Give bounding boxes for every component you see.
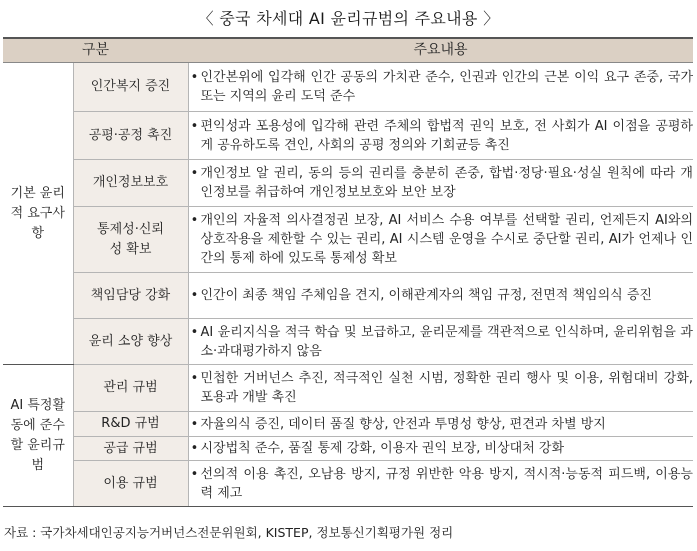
row-content bbox=[188, 160, 693, 207]
bullet-icon: • bbox=[190, 288, 199, 303]
table-row bbox=[3, 437, 693, 461]
row-content bbox=[188, 63, 693, 112]
table-header-row bbox=[3, 38, 693, 63]
group-label-text: 기본 윤리적 요구사항 bbox=[10, 185, 65, 241]
row-content-text: 자율의식 증진, 데이터 품질 향상, 안전과 투명성 향상, 편견과 차별 방지 bbox=[200, 416, 606, 432]
row-content bbox=[188, 112, 693, 160]
table-row bbox=[3, 273, 693, 319]
bullet-icon: • bbox=[190, 166, 199, 181]
row-content-text: AI 윤리지식을 적극 학습 및 보급하고, 윤리문제를 객관적으로 인식하며, 윤리위험을 과소·과대평가하지 않음 bbox=[200, 324, 693, 359]
table-row bbox=[3, 112, 693, 160]
group-label bbox=[3, 63, 73, 365]
row-content bbox=[188, 461, 693, 507]
row-content-text: 인간본위에 입각해 인간 공동의 가치관 준수, 인권과 인간의 근본 이익 요구 존중, 국가 또는 지역의 윤리 도덕 준수 bbox=[200, 70, 693, 104]
row-category: 공평·공정 촉진 bbox=[73, 112, 188, 160]
row-content-text: 편익성과 포용성에 입각해 관련 주체의 합법적 권익 보호, 전 사회가 AI 이점을 공평하게 공유하도록 견인, 사회의 공평 정의와 기회균등 촉진 bbox=[200, 118, 693, 153]
row-category: 이용 규범 bbox=[73, 461, 188, 507]
row-category: R&D 규범 bbox=[73, 412, 188, 437]
row-content-text: 개인정보 알 권리, 동의 등의 권리를 충분히 존중, 합법·정당·필요·성실 원칙에 따라 개인정보를 취급하여 개인정보보호와 보안 보장 bbox=[200, 166, 693, 200]
bullet-icon: • bbox=[190, 324, 199, 340]
row-content bbox=[188, 207, 693, 273]
bullet-icon: • bbox=[190, 118, 199, 134]
row-content-text: 인간이 최종 책임 주체임을 견지, 이해관계자의 책임 규정, 전면적 책임의식 증진 bbox=[200, 288, 652, 303]
row-content bbox=[188, 437, 693, 461]
row-category bbox=[73, 207, 188, 273]
group-label-text: AI 특정활동에 준수할 윤리규범 bbox=[10, 397, 66, 473]
row-category: 인간복지 증진 bbox=[73, 63, 188, 112]
row-content-text: 민첩한 거버넌스 추진, 적극적인 실천 시범, 정확한 권리 행사 및 이용, 위험대비 강화, 포용과 개발 촉진 bbox=[200, 371, 693, 405]
table-title: 〈 중국 차세대 AI 윤리규범의 주요내용 〉 bbox=[197, 9, 500, 28]
row-category: 관리 규범 bbox=[73, 365, 188, 412]
bullet-icon: • bbox=[190, 70, 199, 85]
row-content bbox=[188, 319, 693, 365]
row-content bbox=[188, 273, 693, 319]
row-content-text: 선의적 이용 촉진, 오남용 방지, 규정 위반한 악용 방지, 적시적·능동적 피드백, 이용능력 제고 bbox=[200, 466, 693, 501]
group-label bbox=[3, 365, 73, 507]
row-category: 책임담당 강화 bbox=[73, 273, 188, 319]
row-content bbox=[188, 365, 693, 412]
bullet-icon: • bbox=[190, 371, 199, 386]
header-category: 구분 bbox=[3, 38, 188, 63]
bullet-icon: • bbox=[190, 416, 199, 432]
row-content bbox=[188, 412, 693, 437]
table-row bbox=[3, 461, 693, 507]
bullet-icon: • bbox=[190, 466, 199, 482]
row-category: 윤리 소양 향상 bbox=[73, 319, 188, 365]
ethics-norms-table bbox=[3, 37, 693, 507]
table-row bbox=[3, 63, 693, 112]
source-note: 자료 : 국가차세대인공지능거버넌스전문위원회, KISTEP, 정보통신기획평가원 정리 bbox=[4, 525, 454, 540]
table-row bbox=[3, 319, 693, 365]
table-row bbox=[3, 160, 693, 207]
bullet-icon: • bbox=[190, 441, 199, 456]
table-row bbox=[3, 365, 693, 412]
row-category: 개인정보보호 bbox=[73, 160, 188, 207]
bullet-icon: • bbox=[190, 213, 199, 228]
row-content-text: 개인의 자율적 의사결정권 보장, AI 서비스 수용 여부를 선택할 권리, 언제든지 AI와의 상호작용을 제한할 수 있는 권리, AI 시스템 운영을 수시로 중단할 권리, AI가 언제나 인간의 통제 하에 있도록 통제성 확보 bbox=[200, 213, 693, 266]
table-row bbox=[3, 412, 693, 437]
row-category-text: 통제성·신뢰성 확보 bbox=[97, 221, 164, 257]
table-row bbox=[3, 207, 693, 273]
header-content: 주요내용 bbox=[188, 38, 693, 63]
row-category: 공급 규범 bbox=[73, 437, 188, 461]
row-content-text: 시장법칙 준수, 품질 통제 강화, 이용자 권익 보장, 비상대처 강화 bbox=[200, 441, 565, 456]
